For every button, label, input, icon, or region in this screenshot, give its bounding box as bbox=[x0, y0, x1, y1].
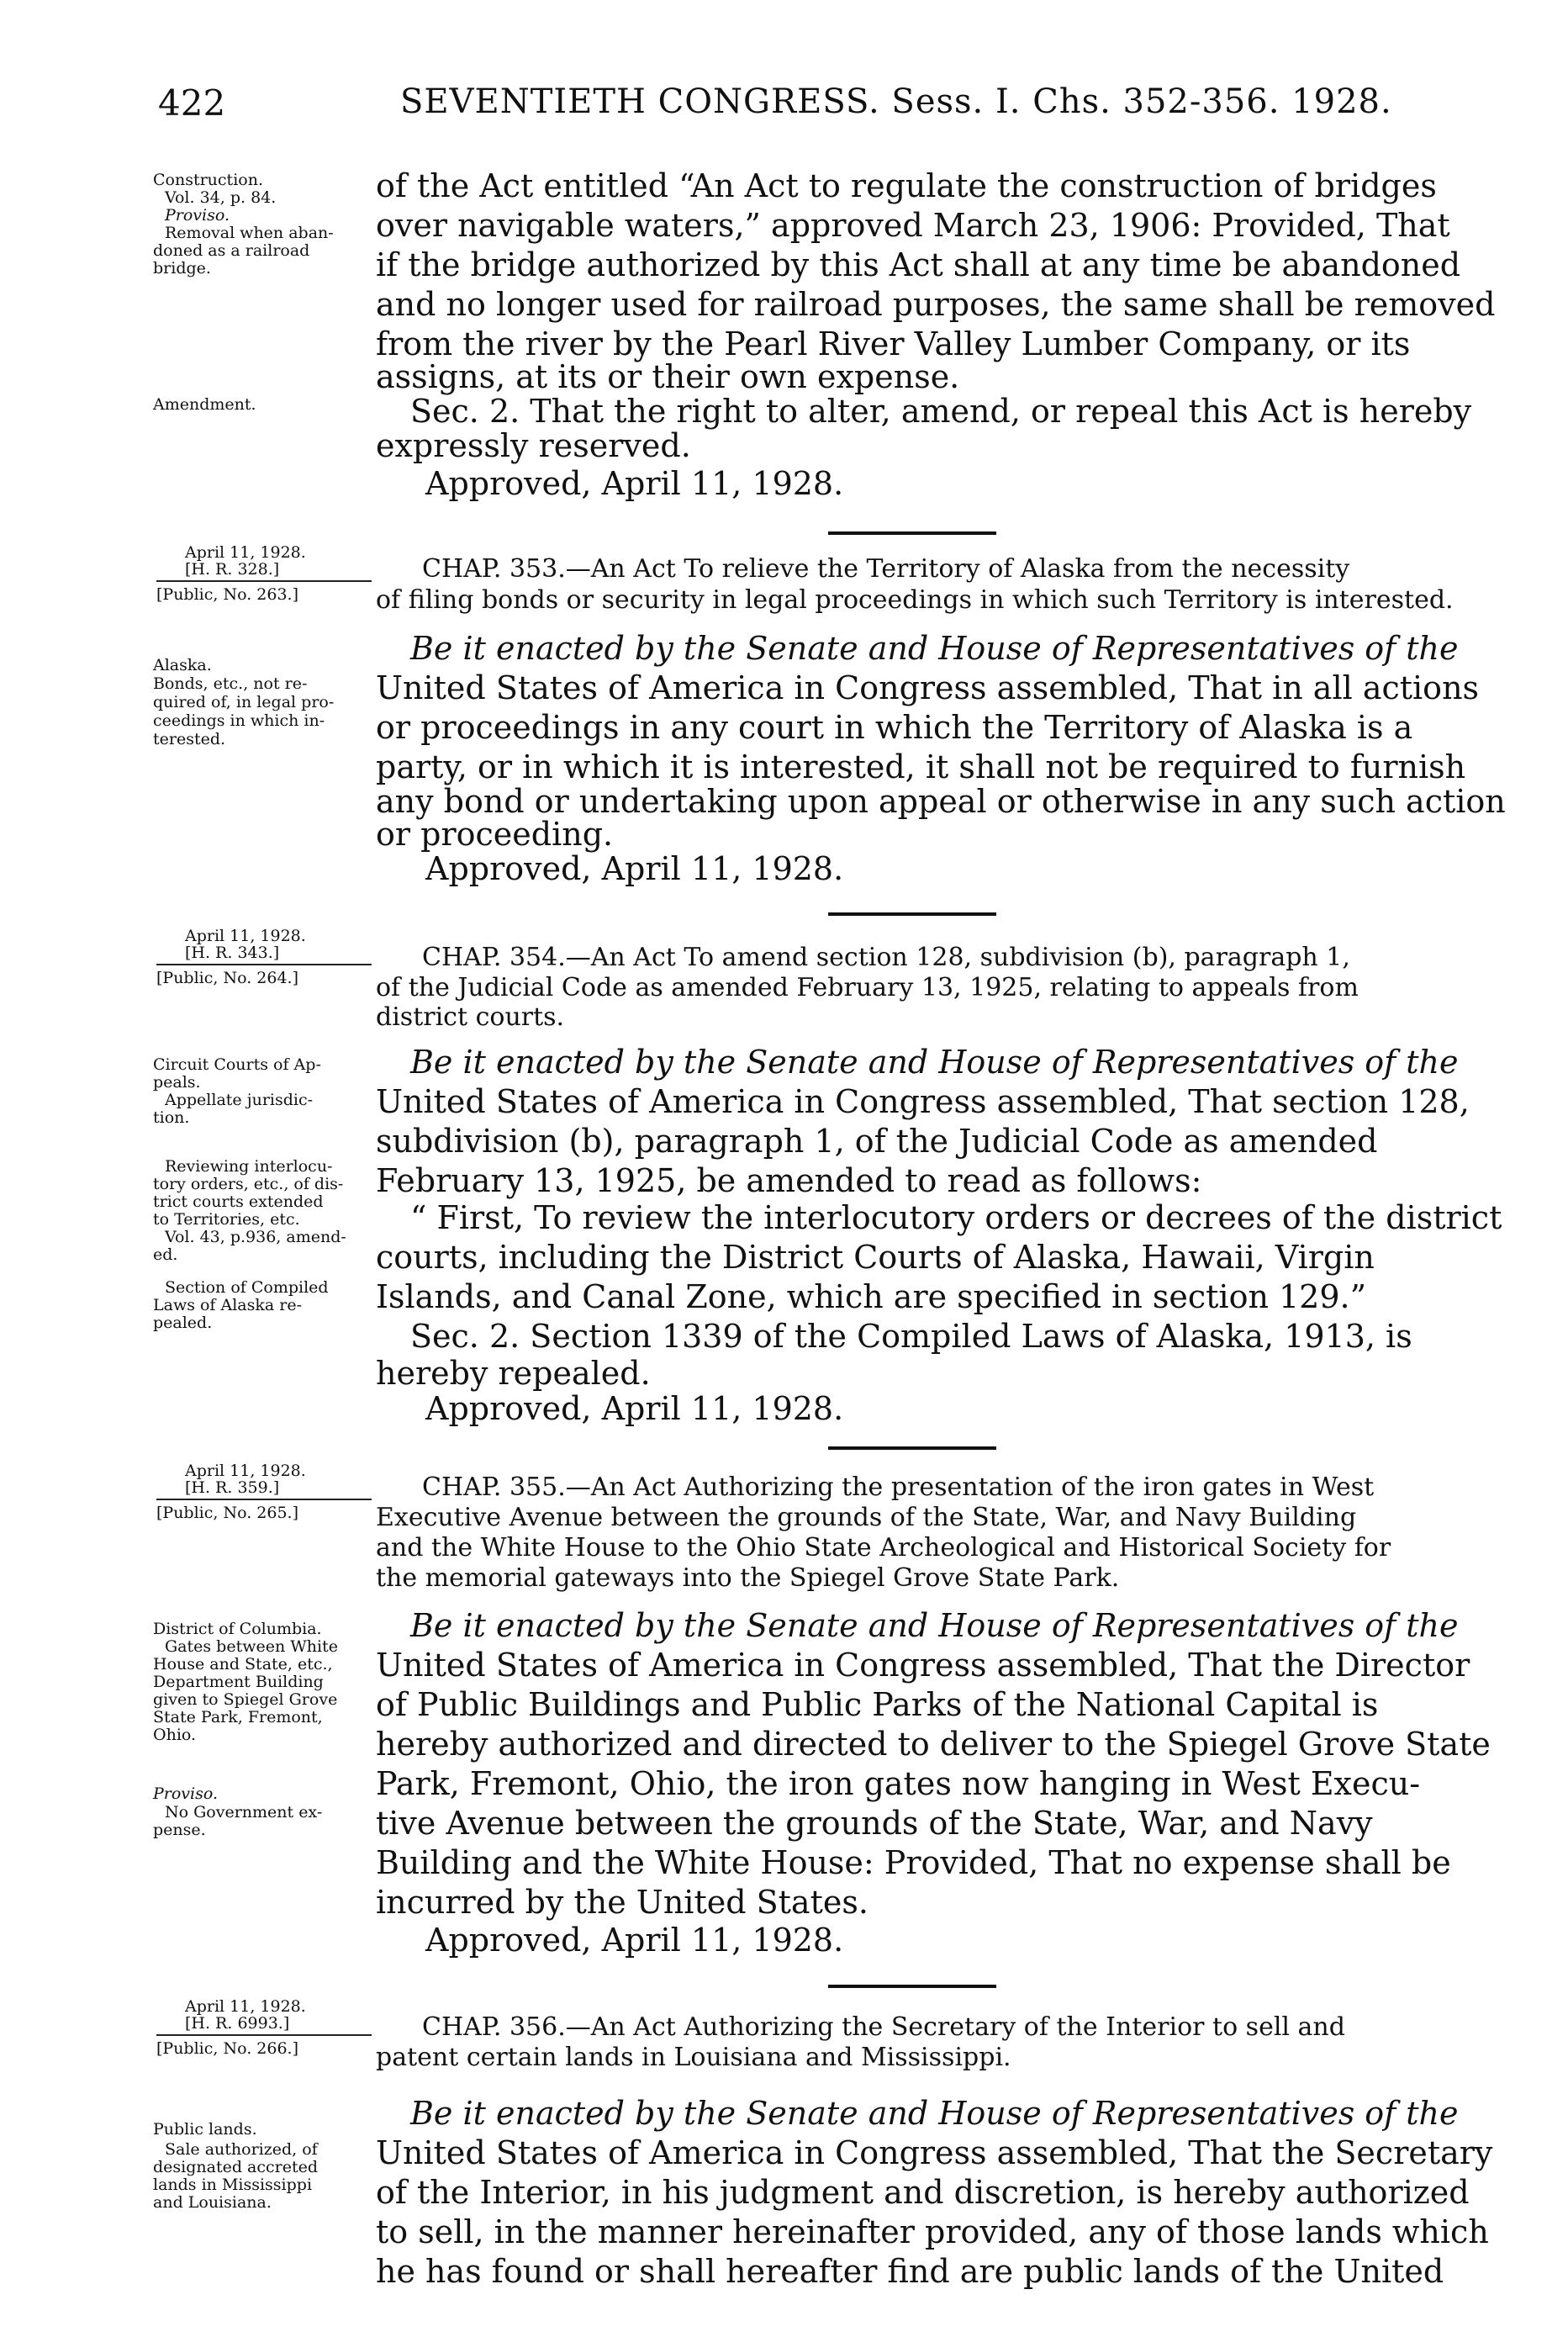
body-line: “ First, To review the interlocutory orders or decrees of the district bbox=[410, 1199, 1502, 1236]
margin-note: ceedings in which in- bbox=[153, 711, 325, 730]
margin-note: given to Spiegel Grove bbox=[153, 1690, 338, 1709]
margin-note: Public lands. bbox=[153, 2120, 257, 2139]
margin-note: pense. bbox=[153, 1821, 206, 1839]
running-head: SEVENTIETH CONGRESS. Sess. I. Chs. 352-356. 1928. bbox=[400, 82, 1392, 121]
margin-note: Alaska. bbox=[153, 656, 212, 674]
body-line: from the river by the Pearl River Valley Lumber Company, or its bbox=[376, 325, 1411, 362]
public-law-number: [Public, No. 264.] bbox=[156, 969, 298, 987]
body-line: United States of America in Congress assembled, That in all actions bbox=[376, 669, 1480, 706]
margin-note: to Territories, etc. bbox=[153, 1210, 300, 1229]
body-line: February 13, 1925, be amended to read as follows: bbox=[376, 1162, 1202, 1199]
approved-line: Approved, April 11, 1928. bbox=[425, 850, 844, 887]
body-line: if the bridge authorized by this Act shall at any time be abandoned bbox=[376, 246, 1461, 283]
body-line: Park, Fremont, Ohio, the iron gates now hanging in West Execu- bbox=[376, 1765, 1421, 1802]
margin-note: Vol. 34, p. 84. bbox=[165, 188, 277, 207]
body-line: over navigable waters,” approved March 23, 1906: Provided, That bbox=[376, 207, 1450, 244]
body-line: Sec. 2. That the right to alter, amend, or repeal this Act is hereby bbox=[410, 393, 1472, 430]
chapter-title: CHAP. 355.—An Act Authorizing the presentation of the iron gates in West bbox=[422, 1473, 1375, 1502]
body-line: of the Interior, in his judgment and discretion, is hereby authorized bbox=[376, 2174, 1470, 2211]
margin-note: designated accreted bbox=[153, 2158, 319, 2176]
margin-note: quired of, in legal pro- bbox=[153, 693, 335, 711]
body-line: United States of America in Congress assembled, That section 128, bbox=[376, 1083, 1470, 1120]
body-line: incurred by the United States. bbox=[376, 1884, 868, 1921]
body-line: and no longer used for railroad purposes, the same shall be removed bbox=[376, 286, 1496, 323]
margin-note: Circuit Courts of Ap- bbox=[153, 1055, 321, 1074]
enacting-clause: Be it enacted by the Senate and House of Representatives of the bbox=[410, 630, 1459, 667]
chapter-title: of the Judicial Code as amended February 13, 1925, relating to appeals from bbox=[376, 973, 1359, 1002]
margin-note: and Louisiana. bbox=[153, 2193, 272, 2212]
body-line: hereby repealed. bbox=[376, 1355, 651, 1392]
chapter-title: CHAP. 353.—An Act To relieve the Territory of Alaska from the necessity bbox=[422, 554, 1350, 584]
public-law-number: [Public, No. 266.] bbox=[156, 2039, 298, 2058]
margin-note: No Government ex- bbox=[165, 1803, 323, 1821]
body-line: or proceedings in any court in which the Territory of Alaska is a bbox=[376, 709, 1413, 746]
margin-note: pealed. bbox=[153, 1314, 213, 1332]
margin-note: Construction. bbox=[153, 171, 263, 189]
reference-rule bbox=[156, 580, 372, 582]
margin-note: Gates between White bbox=[165, 1637, 338, 1656]
margin-note: trict courts extended bbox=[153, 1192, 324, 1211]
chapter-title: CHAP. 356.—An Act Authorizing the Secretary of the Interior to sell and bbox=[422, 2012, 1345, 2042]
margin-note: Section of Compiled bbox=[165, 1278, 329, 1297]
approved-line: Approved, April 11, 1928. bbox=[425, 1390, 844, 1427]
bill-date: April 11, 1928. bbox=[185, 1462, 306, 1480]
margin-note: lands in Mississippi bbox=[153, 2176, 313, 2194]
approved-line: Approved, April 11, 1928. bbox=[425, 465, 844, 502]
public-law-number: [Public, No. 265.] bbox=[156, 1504, 298, 1522]
margin-note: ed. bbox=[153, 1245, 178, 1264]
margin-note: doned as a railroad bbox=[153, 241, 310, 260]
bill-number: [H. R. 6993.] bbox=[185, 2014, 290, 2033]
reference-rule bbox=[156, 2034, 372, 2036]
margin-note: Reviewing interlocu- bbox=[165, 1157, 333, 1176]
margin-note: Removal when aban- bbox=[165, 224, 334, 242]
margin-note: Vol. 43, p.936, amend- bbox=[165, 1228, 346, 1246]
margin-note: Ohio. bbox=[153, 1726, 197, 1744]
margin-note: Department Building bbox=[153, 1673, 324, 1691]
section-divider bbox=[828, 1985, 996, 1988]
section-divider bbox=[828, 912, 996, 916]
bill-date: April 11, 1928. bbox=[185, 1997, 306, 2016]
section-divider bbox=[828, 531, 996, 535]
margin-note: tion. bbox=[153, 1108, 190, 1127]
body-line: party, or in which it is interested, it shall not be required to furnish bbox=[376, 748, 1466, 785]
enacting-clause: Be it enacted by the Senate and House of Representatives of the bbox=[410, 1607, 1459, 1644]
enacting-clause: Be it enacted by the Senate and House of Representatives of the bbox=[410, 2095, 1459, 2132]
margin-note: State Park, Fremont, bbox=[153, 1708, 323, 1726]
bill-number: [H. R. 359.] bbox=[185, 1478, 280, 1497]
margin-note: Appellate jurisdic- bbox=[165, 1091, 314, 1109]
body-line: or proceeding. bbox=[376, 816, 614, 853]
body-line: he has found or shall hereafter find are public lands of the United bbox=[376, 2253, 1444, 2290]
body-line: Islands, and Canal Zone, which are specified in section 129.” bbox=[376, 1278, 1367, 1315]
chapter-title: district courts. bbox=[376, 1002, 565, 1032]
body-line: courts, including the District Courts of Alaska, Hawaii, Virgin bbox=[376, 1239, 1375, 1276]
section-divider bbox=[828, 1446, 996, 1450]
page-number: 422 bbox=[158, 82, 226, 124]
margin-note: tory orders, etc., of dis- bbox=[153, 1175, 344, 1193]
margin-note: bridge. bbox=[153, 259, 211, 278]
bill-number: [H. R. 343.] bbox=[185, 944, 280, 962]
chapter-title: CHAP. 354.—An Act To amend section 128, subdivision (b), paragraph 1, bbox=[422, 943, 1350, 972]
body-line: United States of America in Congress assembled, That the Director bbox=[376, 1647, 1470, 1684]
enacting-clause: Be it enacted by the Senate and House of Representatives of the bbox=[410, 1044, 1459, 1081]
chapter-title: patent certain lands in Louisiana and Mississippi. bbox=[376, 2043, 1011, 2072]
public-law-number: [Public, No. 263.] bbox=[156, 585, 298, 604]
margin-note: terested. bbox=[153, 730, 226, 748]
margin-note: House and State, etc., bbox=[153, 1655, 333, 1673]
margin-note: District of Columbia. bbox=[153, 1620, 322, 1638]
reference-rule bbox=[156, 1499, 372, 1500]
bill-number: [H. R. 328.] bbox=[185, 560, 280, 579]
body-line: Sec. 2. Section 1339 of the Compiled Laws of Alaska, 1913, is bbox=[410, 1318, 1412, 1355]
body-line: tive Avenue between the grounds of the State, War, and Navy bbox=[376, 1805, 1373, 1842]
margin-note: Proviso. bbox=[153, 1784, 219, 1803]
body-line: hereby authorized and directed to deliver to the Spiegel Grove State bbox=[376, 1726, 1491, 1763]
body-line: Building and the White House: Provided, That no expense shall be bbox=[376, 1844, 1451, 1881]
bill-date: April 11, 1928. bbox=[185, 543, 306, 562]
chapter-title: of filing bonds or security in legal proceedings in which such Territory is interested. bbox=[376, 585, 1454, 615]
margin-note: Amendment. bbox=[153, 395, 256, 414]
chapter-title: and the White House to the Ohio State Archeological and Historical Society for bbox=[376, 1533, 1391, 1562]
bill-date: April 11, 1928. bbox=[185, 927, 306, 945]
margin-note: Laws of Alaska re- bbox=[153, 1296, 303, 1314]
reference-rule bbox=[156, 964, 372, 965]
body-line: subdivision (b), paragraph 1, of the Judicial Code as amended bbox=[376, 1123, 1378, 1160]
body-line: assigns, at its or their own expense. bbox=[376, 358, 960, 395]
margin-note: peals. bbox=[153, 1073, 201, 1092]
body-line: any bond or undertaking upon appeal or otherwise in any such action bbox=[376, 783, 1506, 820]
margin-note: Proviso. bbox=[165, 206, 230, 225]
margin-note: Sale authorized, of bbox=[165, 2140, 318, 2159]
chapter-title: the memorial gateways into the Spiegel Grove State Park. bbox=[376, 1563, 1120, 1593]
body-line: United States of America in Congress assembled, That the Secretary bbox=[376, 2134, 1493, 2171]
body-line: of the Act entitled “An Act to regulate the construction of bridges bbox=[376, 167, 1437, 204]
body-line: of Public Buildings and Public Parks of the National Capital is bbox=[376, 1686, 1379, 1723]
body-line: to sell, in the manner hereinafter provided, any of those lands which bbox=[376, 2213, 1489, 2250]
chapter-title: Executive Avenue between the grounds of the State, War, and Navy Building bbox=[376, 1503, 1357, 1532]
body-line: expressly reserved. bbox=[376, 427, 691, 464]
approved-line: Approved, April 11, 1928. bbox=[425, 1922, 844, 1959]
margin-note: Bonds, etc., not re- bbox=[153, 674, 308, 693]
